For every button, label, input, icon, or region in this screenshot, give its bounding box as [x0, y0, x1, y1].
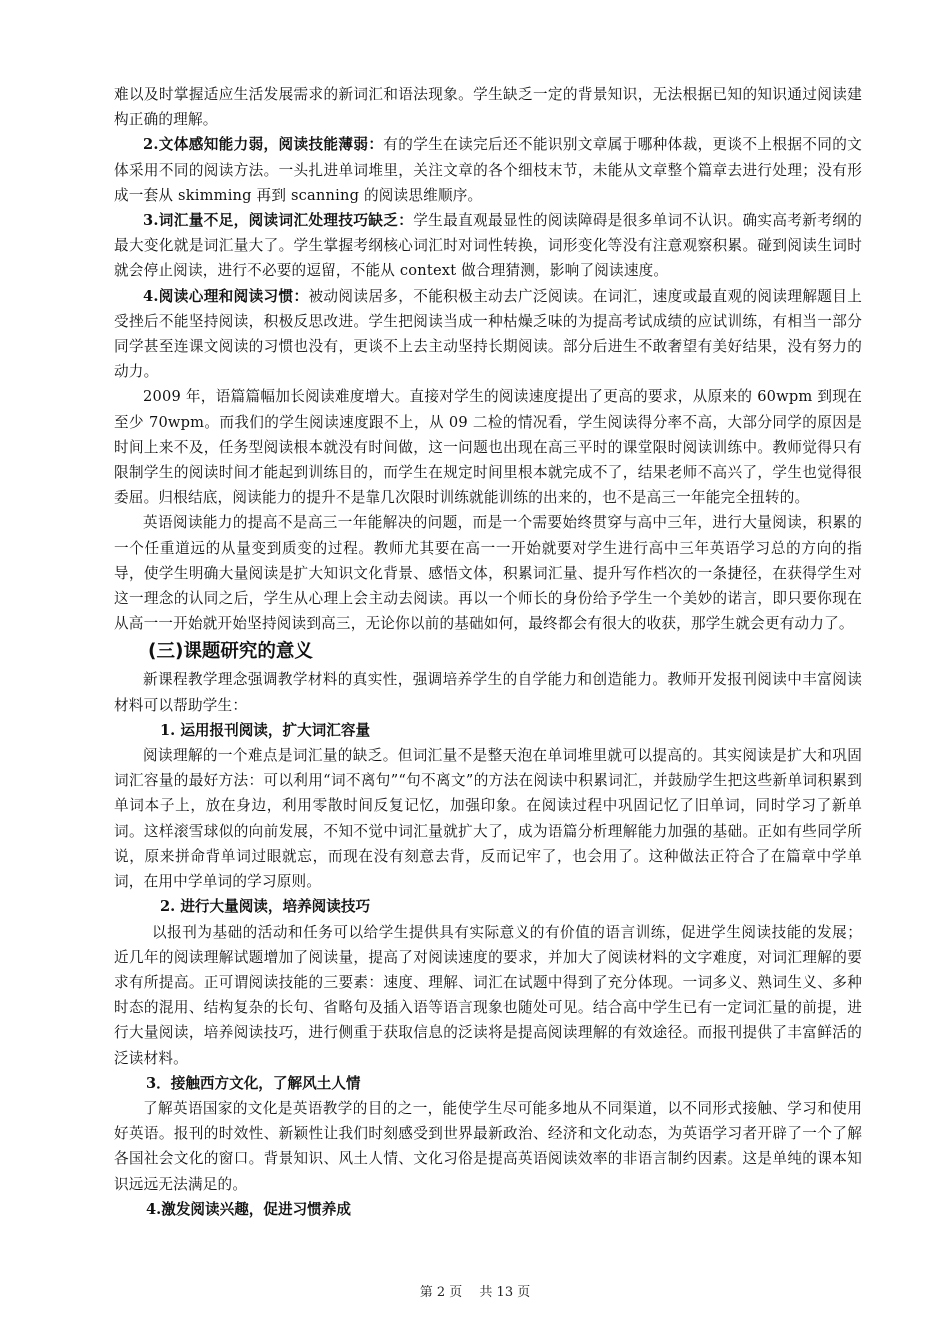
paragraph-lead-vocabulary: 3.词汇量不足，阅读词汇处理技巧缺乏：	[143, 212, 414, 230]
paragraph-vocabulary-shortage	[114, 208, 862, 284]
document-page	[114, 82, 862, 1222]
paragraph-lead-habits: 4.阅读心理和阅读习惯：	[143, 287, 309, 305]
section-heading-significance: (三)课题研究的意义	[148, 641, 313, 663]
subheading-extensive-reading: 2. 进行大量阅读，培养阅读技巧	[160, 898, 371, 916]
paragraph-western-culture: 了解英语国家的文化是英语教学的目的之一，能使学生尽可能多地从不同渠道，以不同形式接触、学习和使用好英语。报刊的时效性、新颖性让我们时刻感受到世界最新政治、经济和文化动态，为英语学习者开辟了一个了解各国社会文化的窗口。背景知识、风土人情、文化习俗是提高英语阅读效率的非语言制约因素。这是单纯的课本知识远远无法满足的。	[114, 1099, 862, 1193]
paragraph-genre-awareness	[114, 132, 862, 208]
paragraph-body-habits: 被动阅读居多，不能积极主动去广泛阅读。在词汇，速度或最直观的阅读理解题目上受挫后不能坚持阅读，积极反思改进。学生把阅读当成一种枯燥乏味的为提高考试成绩的应试训练，有相当一部分同学甚至连课文阅读的习惯也没有，更谈不上去主动坚持长期阅读。部分后进生不敢奢望有美好结果，没有努力的动力。	[114, 287, 863, 381]
paragraph-2009-reading-speed: 2009 年，语篇篇幅加长阅读难度增大。直接对学生的阅读速度提出了更高的要求，从原来的 60wpm 到现在至少 70wpm。而我们的学生阅读速度跟不上，从 09 二检的情况看，学生阅读得分率不高，大部分同学的原因是时间上来不及，任务型阅读根本就没有时间做，这一问题也出现在高三平时的课堂限时阅读训练中。教师觉得只有限制学生的阅读时间才能起到训练目的，而学生在规定时间里根本就完成不了，结果老师不高兴了，学生也觉得很委屈。归根结底，阅读能力的提升不是靠几次限时训练就能训练的出来的，也不是高三一年能完全扭转的。	[114, 388, 862, 507]
paragraph-body-vocabulary: 学生最直观最显性的阅读障碍是很多单词不认识。确实高考新考纲的最大变化就是词汇量大了。学生掌握考纲核心词汇时对词性转换，词形变化等没有注意观察积累。碰到阅读生词时就会停止阅读，进行不必要的逗留，不能从 context 做合理猜测，影响了阅读速度。	[114, 212, 862, 280]
paragraph-body-genre: 有的学生在读完后还不能识别文章属于哪种体裁，更谈不上根据不同的文体采用不同的阅读方法。一头扎进单词堆里，关注文章的各个细枝末节，未能从文章整个篇章去进行处理；没有形成一套从 skimming 再到 scanning 的阅读思维顺序。	[114, 136, 863, 204]
paragraph-lead-genre: 2.文体感知能力弱，阅读技能薄弱：	[143, 136, 384, 154]
paragraph-vocabulary-method: 阅读理解的一个难点是词汇量的缺乏。但词汇量不是整天泡在单词堆里就可以提高的。其实阅读是扩大和巩固词汇容量的最好方法：可以利用“词不离句”“句不离文”的方法在阅读中积累词汇，并鼓励学生把这些新单词积累到单词本子上，放在身边，利用零散时间反复记忆，加强印象。在阅读过程中巩固记忆了旧单词，同时学习了新单词。这样滚雪球似的向前发展，不知不觉中词汇量就扩大了，成为语篇分析理解能力加强的基础。正如有些同学所说，原来拼命背单词过眼就忘，而现在没有刻意去背，反而记牢了，也会用了。这种做法正符合了在篇章中学单词，在用中学单词的学习原则。	[114, 747, 862, 891]
subheading-western-culture: 3．接触西方文化，了解风土人情	[146, 1074, 361, 1092]
subheading-expand-vocabulary: 1. 运用报刊阅读，扩大词汇容量	[160, 721, 371, 739]
page-footer: 第 2 页 共 13 页	[419, 1285, 531, 1300]
subheading-reading-interest: 4.激发阅读兴趣，促进习惯养成	[146, 1200, 351, 1218]
paragraph-reading-difficulty-intro: 难以及时掌握适应生活发展需求的新词汇和语法现象。学生缺乏一定的背景知识，无法根据已知的知识通过阅读建构正确的理解。	[114, 86, 862, 129]
paragraph-reading-habits	[114, 284, 862, 385]
paragraph-extensive-reading: 以报刊为基础的活动和任务可以给学生提供具有实际意义的有价值的语言训练，促进学生阅读技能的发展；近几年的阅读理解试题增加了阅读量，提高了对阅读速度的要求，并加大了阅读材料的文字难度，对词汇理解的要求有所提高。正可谓阅读技能的三要素：速度、理解、词汇在试题中得到了充分体现。一词多义、熟词生义、多种时态的混用、结构复杂的长句、省略句及插入语等语言现象也随处可见。结合高中学生已有一定词汇量的前提，进行大量阅读，培养阅读技巧，进行侧重于获取信息的泛读将是提高阅读理解的有效途径。而报刊提供了丰富鲜活的泛读材料。	[114, 923, 862, 1067]
paragraph-three-year-process: 英语阅读能力的提高不是高三一年能解决的问题，而是一个需要始终贯穿与高中三年，进行大量阅读，积累的一个任重道远的从量变到质变的过程。教师尤其要在高一一开始就要对学生进行高中三年英语学习总的方向的指导，使学生明确大量阅读是扩大知识文化背景、感悟文体，积累词汇量、提升写作档次的一条捷径，在获得学生对这一理念的认同之后，学生从心理上会主动去阅读。再以一个师长的身份给予学生一个美妙的诺言，即只要你现在从高一一开始就开始坚持阅读到高三，无论你以前的基础如何，最终都会有很大的收获，那学生就会更有动力了。	[114, 514, 862, 633]
paragraph-new-curriculum: 新课程教学理念强调教学材料的真实性，强调培养学生的自学能力和创造能力。教师开发报刊阅读中丰富阅读材料可以帮助学生：	[114, 671, 862, 714]
